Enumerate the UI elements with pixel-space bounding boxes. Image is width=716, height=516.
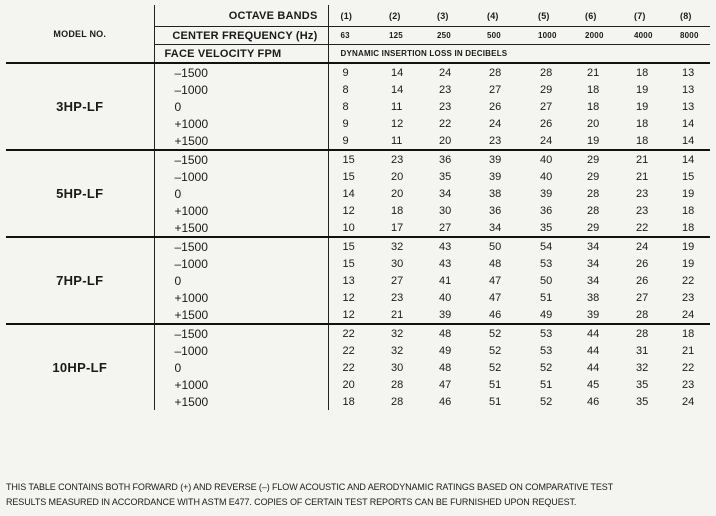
insertion-loss-cell: 46 xyxy=(439,395,452,408)
insertion-loss-cell: 18 xyxy=(587,83,600,96)
band-label: (1) xyxy=(328,5,377,27)
insertion-loss-cell: 13 xyxy=(328,272,377,289)
table-row xyxy=(6,150,710,168)
insertion-loss-cell: 14 xyxy=(668,150,710,168)
insertion-loss-cell: 14 xyxy=(377,63,425,81)
insertion-loss-cell: 28 xyxy=(391,395,404,408)
footnote-line-2: RESULTS MEASURED IN ACCORDANCE WITH ASTM E477. COPIES OF CERTAIN TEST REPORTS CAN BE FURNISHED UPON REQUEST. xyxy=(6,497,577,507)
insertion-loss-cell: 23 xyxy=(391,291,404,304)
face-velocity-cell: –1000 xyxy=(154,255,328,272)
center-frequency-label: CENTER FREQUENCY (Hz) xyxy=(154,27,328,45)
model-name: 10HP-LF xyxy=(6,324,154,410)
insertion-loss-cell: 30 xyxy=(439,204,452,217)
insertion-loss-cell: 23 xyxy=(439,83,452,96)
insertion-loss-cell: 39 xyxy=(587,308,600,321)
insertion-loss-cell: 38 xyxy=(587,291,600,304)
insertion-loss-cell: 14 xyxy=(682,134,695,147)
insertion-loss-cell: 45 xyxy=(587,378,600,391)
frequency-label: 1000 xyxy=(526,27,573,45)
insertion-loss-cell: 20 xyxy=(587,117,600,130)
frequency-label: 4000 xyxy=(622,27,668,45)
insertion-loss-cell: 22 xyxy=(682,274,695,287)
band-label: (7) xyxy=(634,10,646,21)
insertion-loss-cell: 17 xyxy=(391,221,404,234)
insertion-loss-cell: 44 xyxy=(573,324,622,342)
insertion-loss-cell: 48 xyxy=(425,324,475,342)
insertion-loss-cell: 29 xyxy=(573,150,622,168)
band-label: (2) xyxy=(389,10,401,21)
footnote xyxy=(6,480,710,510)
insertion-loss-cell: 27 xyxy=(439,221,452,234)
insertion-loss-cell: 20 xyxy=(328,376,377,393)
insertion-loss-cell: 21 xyxy=(636,170,649,183)
insertion-loss-cell: 47 xyxy=(439,378,452,391)
insertion-loss-cell: 26 xyxy=(636,257,649,270)
insertion-loss-cell: 27 xyxy=(540,100,553,113)
insertion-loss-cell: 29 xyxy=(540,83,553,96)
insertion-loss-cell: 36 xyxy=(540,204,553,217)
insertion-loss-cell: 48 xyxy=(439,361,452,374)
face-velocity-cell: +1500 xyxy=(154,393,328,410)
model-name: 7HP-LF xyxy=(6,237,154,324)
insertion-loss-cell: 40 xyxy=(526,150,573,168)
insertion-loss-cell: 28 xyxy=(587,187,600,200)
face-velocity-cell: –1000 xyxy=(154,342,328,359)
table-row xyxy=(6,324,710,342)
face-velocity-cell: 0 xyxy=(154,98,328,115)
insertion-loss-cell: 12 xyxy=(328,306,377,324)
insertion-loss-cell: 14 xyxy=(682,117,695,130)
insertion-loss-cell: 19 xyxy=(682,187,695,200)
insertion-loss-cell: 9 xyxy=(328,63,377,81)
insertion-loss-cell: 15 xyxy=(328,168,377,185)
band-label: (3) xyxy=(437,10,449,21)
band-label: (8) xyxy=(680,10,692,21)
insertion-loss-cell: 18 xyxy=(668,324,710,342)
insertion-loss-cell: 20 xyxy=(391,187,404,200)
face-velocity-cell: 0 xyxy=(154,185,328,202)
insertion-loss-cell: 28 xyxy=(636,308,649,321)
insertion-loss-cell: 51 xyxy=(489,395,502,408)
insertion-loss-cell: 22 xyxy=(328,359,377,376)
face-velocity-cell: –1500 xyxy=(154,150,328,168)
insertion-loss-cell: 24 xyxy=(540,134,553,147)
table-body xyxy=(6,5,710,410)
insertion-loss-cell: 15 xyxy=(682,170,695,183)
face-velocity-cell: +1000 xyxy=(154,115,328,132)
insertion-loss-cell: 35 xyxy=(636,378,649,391)
insertion-loss-cell: 36 xyxy=(489,204,502,217)
insertion-loss-cell: 10 xyxy=(328,219,377,237)
insertion-loss-cell: 41 xyxy=(439,274,452,287)
insertion-loss-cell: 32 xyxy=(636,361,649,374)
header-row-octave-bands xyxy=(6,5,710,27)
insertion-loss-cell: 49 xyxy=(439,344,452,357)
dil-label: DYNAMIC INSERTION LOSS IN DECIBELS xyxy=(328,45,710,64)
insertion-loss-cell: 39 xyxy=(540,187,553,200)
insertion-loss-cell: 19 xyxy=(636,100,649,113)
insertion-loss-cell: 29 xyxy=(587,170,600,183)
model-name: 3HP-LF xyxy=(6,63,154,150)
insertion-loss-cell: 53 xyxy=(540,257,553,270)
band-label: (5) xyxy=(538,10,550,21)
insertion-loss-cell: 34 xyxy=(489,221,502,234)
insertion-loss-cell: 22 xyxy=(328,342,377,359)
insertion-loss-cell: 27 xyxy=(636,291,649,304)
insertion-loss-cell: 22 xyxy=(328,324,377,342)
face-velocity-cell: –1500 xyxy=(154,324,328,342)
model-no-header: MODEL NO. xyxy=(53,28,107,39)
face-velocity-label: FACE VELOCITY FPM xyxy=(154,45,328,64)
insertion-loss-cell: 24 xyxy=(682,308,695,321)
face-velocity-cell: +1000 xyxy=(154,376,328,393)
insertion-loss-cell: 39 xyxy=(475,150,526,168)
insertion-loss-cell: 18 xyxy=(622,63,668,81)
insertion-loss-cell: 27 xyxy=(391,274,404,287)
face-velocity-cell: 0 xyxy=(154,359,328,376)
frequency-label: 250 xyxy=(425,27,475,45)
insertion-loss-cell: 46 xyxy=(587,395,600,408)
face-velocity-cell: +1500 xyxy=(154,219,328,237)
face-velocity-cell: +1500 xyxy=(154,306,328,324)
frequency-label: 2000 xyxy=(573,27,622,45)
insertion-loss-cell: 35 xyxy=(636,395,649,408)
insertion-loss-cell: 32 xyxy=(377,237,425,255)
insertion-loss-cell: 35 xyxy=(439,170,452,183)
insertion-loss-cell: 18 xyxy=(587,100,600,113)
model-name: 5HP-LF xyxy=(6,150,154,237)
insertion-loss-cell: 32 xyxy=(377,324,425,342)
insertion-loss-cell: 19 xyxy=(682,257,695,270)
insertion-loss-cell: 21 xyxy=(682,344,695,357)
insertion-loss-cell: 18 xyxy=(636,134,649,147)
insertion-loss-cell: 34 xyxy=(573,237,622,255)
insertion-loss-cell: 52 xyxy=(489,361,502,374)
insertion-loss-cell: 9 xyxy=(328,115,377,132)
insertion-loss-cell: 12 xyxy=(328,202,377,219)
insertion-loss-cell: 29 xyxy=(587,221,600,234)
footnote-line-1: THIS TABLE CONTAINS BOTH FORWARD (+) AND REVERSE (–) FLOW ACOUSTIC AND AERODYNAMIC RATINGS BASED ON COMPARATIVE TEST xyxy=(6,482,614,492)
insertion-loss-cell: 24 xyxy=(622,237,668,255)
insertion-loss-cell: 18 xyxy=(682,221,695,234)
insertion-loss-cell: 28 xyxy=(526,63,573,81)
insertion-loss-cell: 27 xyxy=(489,83,502,96)
insertion-loss-cell: 21 xyxy=(573,63,622,81)
insertion-loss-cell: 19 xyxy=(668,237,710,255)
insertion-loss-cell: 15 xyxy=(328,150,377,168)
face-velocity-cell: +1000 xyxy=(154,202,328,219)
insertion-loss-cell: 52 xyxy=(540,361,553,374)
insertion-loss-cell: 18 xyxy=(391,204,404,217)
insertion-loss-cell: 11 xyxy=(391,100,403,113)
insertion-loss-cell: 13 xyxy=(668,63,710,81)
insertion-loss-cell: 51 xyxy=(540,291,553,304)
insertion-loss-cell: 28 xyxy=(391,378,404,391)
insertion-loss-table xyxy=(6,5,710,410)
insertion-loss-cell: 35 xyxy=(540,221,553,234)
insertion-loss-cell: 19 xyxy=(587,134,600,147)
insertion-loss-cell: 12 xyxy=(391,117,404,130)
insertion-loss-cell: 43 xyxy=(439,257,452,270)
insertion-loss-cell: 34 xyxy=(587,274,600,287)
insertion-loss-cell: 47 xyxy=(489,274,502,287)
insertion-loss-cell: 53 xyxy=(540,344,553,357)
insertion-loss-cell: 23 xyxy=(377,150,425,168)
frequency-label: 500 xyxy=(475,27,526,45)
face-velocity-cell: +1500 xyxy=(154,132,328,150)
insertion-loss-cell: 20 xyxy=(439,134,452,147)
insertion-loss-cell: 48 xyxy=(489,257,502,270)
insertion-loss-cell: 26 xyxy=(636,274,649,287)
frequency-label: 63 xyxy=(328,27,377,45)
insertion-loss-cell: 12 xyxy=(328,289,377,306)
insertion-loss-cell: 53 xyxy=(526,324,573,342)
insertion-loss-cell: 39 xyxy=(439,308,452,321)
insertion-loss-cell: 52 xyxy=(489,344,502,357)
insertion-loss-cell: 19 xyxy=(636,83,649,96)
insertion-loss-cell: 15 xyxy=(328,237,377,255)
insertion-loss-cell: 13 xyxy=(682,83,695,96)
insertion-loss-cell: 26 xyxy=(540,117,553,130)
insertion-loss-cell: 8 xyxy=(328,81,377,98)
insertion-loss-cell: 20 xyxy=(391,170,404,183)
insertion-loss-cell: 32 xyxy=(391,344,404,357)
insertion-loss-cell: 14 xyxy=(328,185,377,202)
insertion-loss-cell: 44 xyxy=(587,361,600,374)
insertion-loss-cell: 51 xyxy=(489,378,502,391)
insertion-loss-cell: 8 xyxy=(328,98,377,115)
insertion-loss-cell: 11 xyxy=(391,134,403,147)
table-row xyxy=(6,237,710,255)
insertion-loss-cell: 15 xyxy=(328,255,377,272)
face-velocity-cell: –1500 xyxy=(154,63,328,81)
insertion-loss-cell: 24 xyxy=(682,395,695,408)
insertion-loss-cell: 54 xyxy=(526,237,573,255)
insertion-loss-cell: 51 xyxy=(540,378,553,391)
insertion-loss-cell: 38 xyxy=(489,187,502,200)
insertion-loss-cell: 46 xyxy=(489,308,502,321)
insertion-loss-cell: 40 xyxy=(540,170,553,183)
insertion-loss-cell: 47 xyxy=(489,291,502,304)
insertion-loss-cell: 23 xyxy=(636,204,649,217)
insertion-loss-cell: 18 xyxy=(328,393,377,410)
insertion-loss-cell: 24 xyxy=(489,117,502,130)
insertion-loss-cell: 44 xyxy=(587,344,600,357)
insertion-loss-cell: 30 xyxy=(391,257,404,270)
insertion-loss-cell: 31 xyxy=(636,344,649,357)
insertion-loss-cell: 23 xyxy=(636,187,649,200)
insertion-loss-cell: 26 xyxy=(489,100,502,113)
insertion-loss-cell: 50 xyxy=(540,274,553,287)
insertion-loss-cell: 28 xyxy=(622,324,668,342)
face-velocity-cell: –1500 xyxy=(154,237,328,255)
insertion-loss-cell: 43 xyxy=(425,237,475,255)
insertion-loss-cell: 23 xyxy=(682,291,695,304)
insertion-loss-cell: 36 xyxy=(425,150,475,168)
insertion-loss-cell: 22 xyxy=(682,361,695,374)
face-velocity-cell: 0 xyxy=(154,272,328,289)
insertion-loss-cell: 18 xyxy=(636,117,649,130)
insertion-loss-cell: 18 xyxy=(682,204,695,217)
insertion-loss-cell: 34 xyxy=(439,187,452,200)
insertion-loss-cell: 23 xyxy=(439,100,452,113)
insertion-loss-cell: 34 xyxy=(587,257,600,270)
insertion-loss-cell: 21 xyxy=(622,150,668,168)
band-label: (6) xyxy=(585,10,597,21)
insertion-loss-cell: 13 xyxy=(682,100,695,113)
insertion-loss-cell: 50 xyxy=(475,237,526,255)
insertion-loss-cell: 40 xyxy=(439,291,452,304)
table-row xyxy=(6,63,710,81)
insertion-loss-cell: 23 xyxy=(489,134,502,147)
insertion-loss-cell: 14 xyxy=(391,83,404,96)
face-velocity-cell: –1000 xyxy=(154,81,328,98)
dil-rating-sheet xyxy=(6,5,710,410)
insertion-loss-cell: 52 xyxy=(475,324,526,342)
band-label: (4) xyxy=(487,10,499,21)
face-velocity-cell: –1000 xyxy=(154,168,328,185)
face-velocity-cell: +1000 xyxy=(154,289,328,306)
insertion-loss-cell: 21 xyxy=(391,308,404,321)
insertion-loss-cell: 30 xyxy=(391,361,404,374)
insertion-loss-cell: 28 xyxy=(475,63,526,81)
octave-bands-label: OCTAVE BANDS xyxy=(154,5,328,27)
insertion-loss-cell: 22 xyxy=(439,117,452,130)
insertion-loss-cell: 52 xyxy=(540,395,553,408)
frequency-label: 125 xyxy=(377,27,425,45)
insertion-loss-cell: 24 xyxy=(425,63,475,81)
insertion-loss-cell: 22 xyxy=(636,221,649,234)
frequency-label: 8000 xyxy=(668,27,710,45)
insertion-loss-cell: 28 xyxy=(587,204,600,217)
insertion-loss-cell: 49 xyxy=(540,308,553,321)
insertion-loss-cell: 9 xyxy=(328,132,377,150)
insertion-loss-cell: 39 xyxy=(489,170,502,183)
insertion-loss-cell: 23 xyxy=(682,378,695,391)
